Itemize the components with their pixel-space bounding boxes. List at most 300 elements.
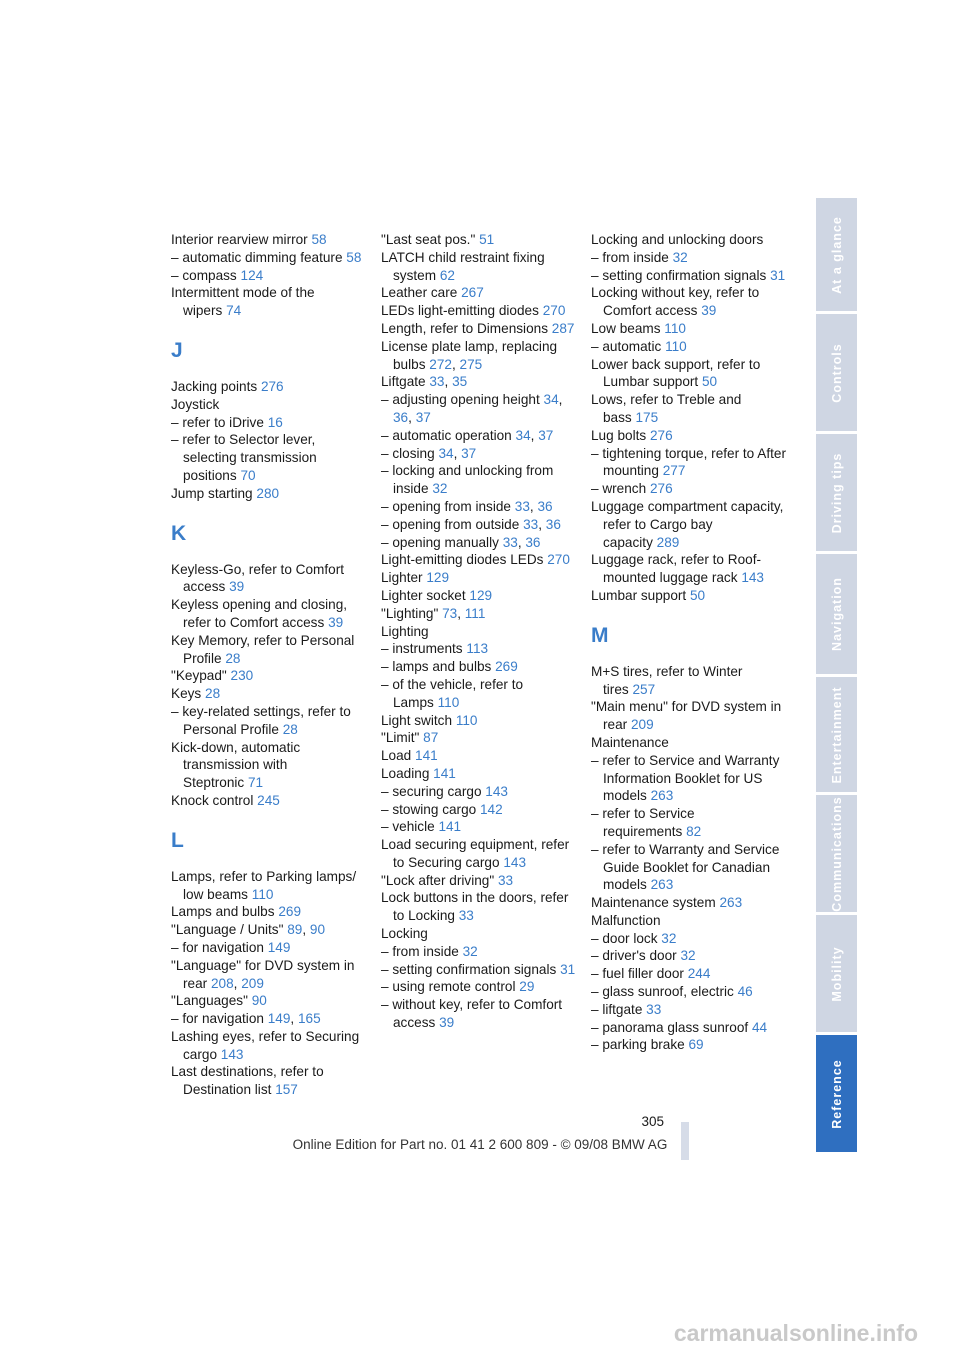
page-link[interactable]: 70 (240, 467, 256, 483)
index-entry-text: – refer to Service and Warranty Information Booklet for US models (591, 752, 780, 804)
index-entry-text: – for navigation (171, 1011, 264, 1027)
tab-at-a-glance[interactable]: At a glance (816, 198, 857, 311)
index-letter-heading: M (591, 623, 609, 647)
page-link[interactable]: 110 (437, 694, 460, 710)
index-entry-text: – panorama glass sunroof (591, 1019, 749, 1035)
index-entry-text: – lamps and bulbs (381, 659, 492, 675)
page-link[interactable]: 129 (469, 587, 493, 603)
index-entry (381, 569, 581, 587)
page-link[interactable]: 149 (267, 939, 291, 955)
index-entry-text: LEDs light-emitting diodes (381, 303, 539, 319)
index-entry (171, 685, 371, 703)
index-entry (381, 676, 581, 712)
index-entry (591, 231, 791, 249)
index-entry-text: – without key, refer to Comfort access (381, 997, 563, 1031)
index-entry-text: Load securing equipment, refer to Securing cargo (381, 837, 570, 870)
page-link[interactable]: 276 (649, 481, 673, 497)
page-link[interactable]: 165 (297, 1011, 321, 1027)
index-entry-text: Lighter socket (381, 587, 466, 603)
index-entry (381, 284, 581, 302)
index-entry (381, 231, 581, 249)
page-link[interactable]: 277 (662, 463, 686, 479)
page-link[interactable]: 33 (514, 498, 530, 514)
page-link[interactable]: 230 (230, 668, 254, 684)
index-entry-text: – automatic dimming feature (171, 249, 343, 265)
page-link[interactable]: 69 (688, 1037, 704, 1053)
page-link[interactable]: 269 (278, 904, 302, 920)
page-link[interactable]: 141 (438, 819, 462, 835)
index-entry-text: – vehicle (381, 819, 435, 835)
page-link[interactable]: 129 (426, 570, 450, 586)
index-entry-text: "Limit" (381, 730, 420, 746)
page-link[interactable]: 257 (632, 681, 656, 697)
index-entry (381, 729, 581, 747)
footer-text: Online Edition for Part no. 01 41 2 600 809 - © 09/08 BMW AG (292, 1137, 668, 1152)
page-link[interactable]: 32 (661, 930, 677, 946)
page-link[interactable]: 270 (542, 303, 566, 319)
index-entry-text: – parking brake (591, 1037, 685, 1053)
index-entry-text: Keyless-Go, refer to Comfort access (171, 561, 344, 595)
page-link[interactable]: 62 (439, 267, 455, 283)
index-entry (591, 445, 791, 481)
index-entry (381, 943, 581, 961)
index-entry (381, 712, 581, 730)
page-link[interactable]: 34 (543, 392, 559, 408)
index-entry (381, 925, 581, 943)
page-link[interactable]: 141 (433, 765, 456, 781)
page-link[interactable]: 269 (495, 659, 518, 675)
index-entry (591, 983, 791, 1001)
index-entry (171, 1028, 371, 1064)
index-entry (591, 249, 791, 267)
page-link[interactable]: 51 (479, 232, 495, 247)
page-link[interactable]: 33 (497, 872, 514, 888)
index-entry-text: – wrench (591, 481, 647, 497)
index-entry-text: – liftgate (591, 1001, 643, 1017)
index-entry-text: – adjusting opening height (381, 392, 540, 408)
index-entry-text: – using remote control (381, 979, 516, 995)
index-entry: "Language / Units" 89, 90 (171, 922, 326, 938)
page-link[interactable]: 36 (525, 534, 541, 550)
index-entry-text: Leather care (381, 285, 458, 301)
index-entry: – automatic operation 34, 37 (381, 427, 554, 443)
page-link[interactable]: 58 (311, 232, 327, 247)
index-entry-text: Luggage rack, refer to Roof-mounted luggage rack (591, 552, 762, 586)
index-entry-text: – instruments (381, 641, 463, 657)
tab-reference[interactable]: Reference (816, 1035, 857, 1152)
page-link[interactable]: 16 (267, 414, 283, 430)
index-entry-text: – setting confirmation signals (591, 267, 767, 283)
index-entry: – for navigation 149, 165 (171, 1011, 321, 1027)
tab-driving-tips[interactable]: Driving tips (816, 434, 857, 551)
page-link[interactable]: 263 (650, 788, 674, 804)
index-entry (591, 284, 791, 320)
index-entry-text: Lamps, refer to Parking lamps/ low beams (171, 868, 357, 902)
index-entry-text: – driver's door (591, 948, 677, 964)
index-entry-text: Kick-down, automatic transmission with Steptronic (171, 739, 301, 791)
page-link[interactable]: 143 (741, 570, 764, 586)
index-entry-text: Light-emitting diodes LEDs (381, 552, 544, 568)
page-link[interactable]: 37 (538, 427, 554, 443)
page-link[interactable]: 142 (480, 801, 503, 817)
page-link[interactable]: 46 (737, 984, 753, 1000)
index-entry-text: Lows, refer to Treble and bass (591, 392, 742, 425)
index-entry (381, 551, 581, 569)
page-link[interactable]: 73 (442, 605, 458, 621)
tab-entertainment[interactable]: Entertainment (816, 677, 857, 792)
index-entry-text: "Keypad" (171, 668, 227, 684)
page-link[interactable]: 71 (248, 775, 264, 791)
tab-controls[interactable]: Controls (816, 314, 857, 431)
index-entry-text: Malfunction (591, 912, 661, 928)
page-link[interactable]: 34 (438, 445, 454, 461)
page-link[interactable]: 32 (680, 948, 696, 964)
index-entry (381, 765, 581, 783)
index-entry-text: – automatic (591, 338, 662, 354)
page-link[interactable]: 31 (770, 267, 786, 283)
index-entry-text: – locking and unlocking from inside (381, 463, 554, 497)
index-entry-text: – refer to Selector lever, selecting transmission positions (171, 432, 317, 483)
page-link[interactable]: 33 (523, 516, 539, 532)
index-entry-text: Keys (171, 686, 202, 702)
page-link[interactable]: 32 (672, 249, 688, 265)
index-entry (381, 587, 581, 605)
index-entry: – adjusting opening height 34, 36, 37 (381, 392, 563, 425)
index-entry-text: Lashing eyes, refer to Securing cargo (171, 1028, 360, 1062)
index-entry-text: – refer to Service requirements (591, 806, 695, 839)
index-entry-text: – refer to iDrive (171, 414, 264, 430)
index-entry (591, 587, 791, 605)
index-entry (171, 868, 371, 904)
page-link[interactable]: 32 (462, 943, 478, 959)
index-entry-text: Lower back support, refer to Lumbar support (591, 356, 761, 390)
tab-communications[interactable]: Communications (816, 795, 857, 912)
page-link[interactable]: 149 (267, 1011, 291, 1027)
index-entry-text: Keyless opening and closing, refer to Comfort access (171, 597, 348, 630)
page-link[interactable]: 36 (393, 409, 409, 425)
index-entry (591, 965, 791, 983)
index-entry-text: Knock control (171, 792, 254, 808)
index-entry-text: LATCH child restraint fixing system (381, 249, 545, 283)
index-entry-text: – fuel filler door (591, 966, 684, 982)
index-entry (591, 912, 791, 930)
page-link[interactable]: 36 (545, 516, 561, 532)
index-entry: Liftgate 33, 35 (381, 374, 468, 390)
index-entry (591, 947, 791, 965)
page-link[interactable]: 29 (519, 979, 535, 995)
index-entry-text: M+S tires, refer to Winter tires (591, 663, 743, 697)
index-entry-text: Locking and unlocking doors (591, 232, 764, 247)
index-entry-text: – for navigation (171, 939, 264, 955)
page-link[interactable]: 58 (346, 249, 362, 265)
index-entry-text: "Lighting" (381, 605, 439, 621)
index-entry (591, 356, 791, 392)
index-entry-text: Jacking points (171, 378, 258, 394)
index-entry (381, 623, 581, 641)
page-link[interactable]: 44 (751, 1019, 768, 1035)
index-entry (171, 667, 371, 685)
index-entry (591, 841, 791, 894)
page-link[interactable]: 50 (702, 374, 718, 390)
page-link[interactable]: 244 (687, 966, 711, 982)
page-link[interactable]: 31 (560, 961, 576, 977)
index-entry (171, 378, 371, 396)
index-entry-text: Luggage compartment capacity, refer to Cargo bay capacity (591, 498, 784, 550)
page-link[interactable]: 143 (503, 854, 527, 870)
page-link[interactable]: 87 (423, 730, 439, 746)
index-entry-text: "Language / Units" (171, 922, 284, 938)
index-entry-text: "Languages" (171, 993, 248, 1009)
index-entry (381, 836, 581, 872)
index-entry (381, 658, 581, 676)
index-column-1 (171, 231, 371, 1099)
tab-mobility[interactable]: Mobility (816, 915, 857, 1032)
page-link[interactable]: 89 (287, 922, 303, 938)
page-link[interactable]: 276 (649, 427, 673, 443)
index-entry-text: Last destinations, refer to Destination list (171, 1064, 324, 1098)
index-entry (381, 462, 581, 498)
page-link[interactable]: 50 (690, 587, 706, 603)
page-link[interactable]: 143 (220, 1046, 244, 1062)
index-entry-text: – refer to Warranty and Service Guide Booklet for Canadian models (591, 841, 780, 893)
index-entry-text: – glass sunroof, electric (591, 984, 734, 1000)
index-entry (171, 284, 371, 320)
index-entry (381, 872, 581, 890)
page-link[interactable]: 37 (461, 445, 477, 461)
index-entry (591, 338, 791, 356)
index-entry (381, 996, 581, 1032)
index-entry (381, 818, 581, 836)
page-link[interactable]: 289 (656, 534, 680, 550)
index-entry-text: Length, refer to Dimensions (381, 320, 548, 336)
index-entry (591, 391, 791, 427)
page-link[interactable]: 39 (701, 303, 717, 319)
index-entry (171, 1063, 371, 1099)
index-entry (591, 498, 791, 551)
index-entry-text: Maintenance (591, 734, 669, 750)
index-entry (171, 903, 371, 921)
index-entry (591, 663, 791, 699)
index-entry-text: Loading (381, 765, 430, 781)
index-entry (381, 249, 581, 285)
index-entry-text: – door lock (591, 930, 658, 946)
index-entry-text: – key-related settings, refer to Personal Profile (171, 703, 351, 737)
index-entry (381, 978, 581, 996)
index-entry-text: License plate lamp, replacing bulbs (381, 338, 558, 372)
index-letter-heading: L (171, 828, 184, 852)
page-link[interactable]: 209 (630, 717, 654, 733)
index-entry (171, 414, 371, 432)
page-link[interactable]: 208 (210, 975, 234, 991)
index-entry-text: – securing cargo (381, 783, 482, 799)
page-link[interactable]: 276 (260, 378, 284, 394)
index-entry-text: Load (381, 748, 412, 764)
page-link[interactable]: 28 (205, 686, 221, 702)
index-entry (591, 267, 791, 285)
index-entry-text: Interior rearview mirror (171, 232, 308, 247)
index-entry (591, 734, 791, 752)
page-link[interactable]: 33 (502, 534, 518, 550)
index-entry: License plate lamp, replacing bulbs 272, 275 (381, 338, 558, 372)
index-entry (591, 752, 791, 805)
index-entry-text: – automatic operation (381, 427, 512, 443)
index-entry (381, 302, 581, 320)
page-link[interactable]: 263 (650, 877, 674, 893)
index-entry (381, 801, 581, 819)
index-entry (381, 747, 581, 765)
index-entry (591, 894, 791, 912)
index-entry-text: Liftgate (381, 374, 426, 390)
page-link[interactable]: 141 (415, 748, 438, 764)
page-link[interactable]: 82 (686, 823, 702, 839)
index-entry (171, 485, 371, 503)
index-entry (591, 1019, 791, 1037)
page-link[interactable]: 33 (646, 1001, 662, 1017)
index-entry-text: Joystick (171, 396, 220, 412)
index-entry (591, 1036, 791, 1054)
page-link[interactable]: 90 (251, 993, 267, 1009)
index-entry (381, 320, 581, 338)
index-entry (171, 561, 371, 597)
index-entry (171, 632, 371, 668)
index-entry-text: – tightening torque, refer to After mounting (591, 445, 786, 479)
index-entry (171, 431, 371, 484)
page-link[interactable]: 245 (257, 792, 280, 808)
page-link[interactable]: 263 (719, 895, 743, 911)
tab-navigation[interactable]: Navigation (816, 554, 857, 674)
index-entry-text: – from inside (381, 943, 459, 959)
page-link[interactable]: 113 (466, 641, 489, 657)
index-entry (381, 640, 581, 658)
index-entry (171, 992, 371, 1010)
index-entry-text: "Lock after driving" (381, 872, 495, 888)
index-entry-text: "Main menu" for DVD system in rear (591, 699, 782, 733)
index-entry-text: – setting confirmation signals (381, 961, 557, 977)
page-link[interactable]: 110 (665, 338, 687, 354)
index-entry (381, 961, 581, 979)
page-link[interactable]: 110 (664, 320, 686, 336)
page-link[interactable]: 175 (635, 409, 659, 425)
section-tabs (816, 198, 857, 1155)
page-link[interactable]: 124 (240, 267, 264, 283)
page-link[interactable]: 111 (464, 605, 486, 621)
index-entry: – opening manually 33, 36 (381, 534, 541, 550)
page-link[interactable]: 90 (309, 922, 326, 938)
index-entry-text: Low beams (591, 320, 661, 336)
page-link[interactable]: 110 (455, 712, 478, 728)
index-entry (591, 551, 791, 587)
page-link[interactable]: 272 (429, 356, 452, 372)
index-entry-text: Lumbar support (591, 587, 687, 603)
index-entry (591, 320, 791, 338)
index-entry (381, 783, 581, 801)
index-entry (591, 427, 791, 445)
index-entry-text: – stowing cargo (381, 801, 477, 817)
index-letter-heading: K (171, 521, 187, 545)
page-link[interactable]: 209 (241, 975, 264, 991)
page-link[interactable]: 33 (458, 908, 474, 924)
index-entry (171, 396, 371, 414)
page-link[interactable]: 32 (432, 481, 448, 497)
page-link[interactable]: 28 (225, 650, 241, 666)
index-entry-text: – opening from outside (381, 516, 520, 532)
index-entry-text: Lock buttons in the doors, refer to Locking (381, 890, 569, 924)
index-entry: "Language" for DVD system in rear 208, 209 (171, 957, 355, 991)
index-entry (171, 703, 371, 739)
index-entry: – opening from inside 33, 36 (381, 498, 553, 514)
page-link[interactable]: 157 (275, 1082, 298, 1098)
index-entry-text: Intermittent mode of the wipers (171, 285, 315, 319)
page-link[interactable]: 270 (547, 552, 570, 568)
index-entry-text: Lighter (381, 570, 423, 586)
index-entry-text: "Last seat pos." (381, 232, 476, 247)
page-link[interactable]: 267 (461, 285, 484, 301)
index-entry-text: Jump starting (171, 485, 253, 501)
index-entry (171, 939, 371, 957)
index-entry (591, 930, 791, 948)
index-entry-text: – from inside (591, 249, 669, 265)
index-entry-text: Key Memory, refer to Personal Profile (171, 632, 355, 666)
index-entry-text: "Language" for DVD system in rear (171, 957, 355, 991)
index-entry: "Lighting" 73, 111 (381, 605, 486, 621)
index-entry (171, 739, 371, 792)
page-link[interactable]: 74 (226, 303, 242, 319)
index-entry-text: Lighting (381, 623, 429, 639)
index-entry-text: Lamps and bulbs (171, 904, 275, 920)
index-entry (171, 596, 371, 632)
page-link[interactable]: 28 (282, 721, 298, 737)
index-column-3 (591, 231, 791, 1054)
page-link[interactable]: 39 (439, 1015, 455, 1031)
page-link[interactable]: 39 (229, 579, 245, 595)
index-column-2 (381, 231, 581, 1032)
page-link[interactable]: 39 (328, 614, 344, 630)
index-entry-text: – of the vehicle, refer to Lamps (381, 676, 524, 710)
page-link[interactable]: 275 (459, 356, 483, 372)
index-entry-text: – compass (171, 267, 237, 283)
page-link[interactable]: 36 (537, 498, 553, 514)
index-entry-text: Lug bolts (591, 427, 647, 443)
index-entry-text: – closing (381, 445, 435, 461)
page-link[interactable]: 280 (256, 485, 280, 501)
index-entry-text: Maintenance system (591, 895, 716, 911)
index-entry (171, 267, 371, 285)
index-entry-text: Light switch (381, 712, 453, 728)
index-entry-text: Locking without key, refer to Comfort access (591, 285, 760, 319)
page-link[interactable]: 34 (515, 427, 531, 443)
index-entry (381, 889, 581, 925)
index-entry-text: Locking (381, 926, 428, 942)
page-link[interactable]: 37 (415, 409, 431, 425)
index-entry (171, 249, 371, 267)
index-entry (171, 231, 371, 249)
index-entry: – opening from outside 33, 36 (381, 516, 561, 532)
index-entry-text: – opening from inside (381, 498, 511, 514)
index-entry-text: – opening manually (381, 534, 499, 550)
page-link[interactable]: 110 (251, 886, 274, 902)
index-entry (591, 1001, 791, 1019)
page-number: 305 (641, 1114, 664, 1129)
page-link[interactable]: 143 (485, 783, 508, 799)
index-entry: – closing 34, 37 (381, 445, 477, 461)
page-link[interactable]: 35 (452, 374, 468, 390)
page-link[interactable]: 287 (551, 320, 575, 336)
page-link[interactable]: 33 (429, 374, 445, 390)
index-entry (591, 480, 791, 498)
index-entry (171, 792, 371, 810)
index-entry (591, 805, 791, 841)
index-letter-heading: J (171, 338, 183, 362)
